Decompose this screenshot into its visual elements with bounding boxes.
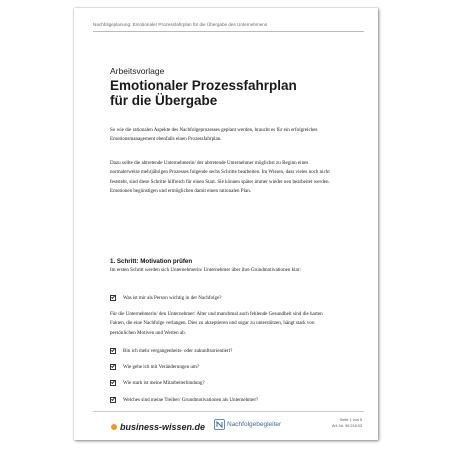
section-heading: 1. Schritt: Motivation prüfen xyxy=(110,258,193,265)
document-title xyxy=(110,78,350,108)
nachfolgebegleiter-logo xyxy=(214,419,281,430)
checklist-item: Wie gehe ich mit Veränderungen um? xyxy=(110,364,199,370)
checkbox-icon xyxy=(110,348,116,354)
header-divider xyxy=(93,31,364,32)
checklist-item: Bin ich mehr vergangenheits- oder zukunftsorientiert? xyxy=(110,348,232,354)
checkbox-icon xyxy=(110,364,116,370)
document-type-label: Arbeitsvorlage xyxy=(110,66,165,76)
running-header: Nachfolgeplanung: Emotionaler Prozessfahrplan für die Übergabe des Unternehmens xyxy=(93,22,268,27)
section-lead: Im ersten Schritt werden sich Unternehmerin/ Unternehmer über ihre Grundmotivationen klar: xyxy=(110,267,301,273)
intro-paragraph-1: So wie die rationalen Aspekte des Nachfolgeprozesses geplant werden, braucht es für ein erfolgreiches Emotionsmanagement ebenfalls einen Prozessfahrplan. xyxy=(110,127,318,143)
checklist-item: Was ist mir als Person wichtig in der Nachfolge? xyxy=(110,295,222,301)
page-info xyxy=(332,417,362,429)
footer-divider xyxy=(93,411,364,412)
nachfolgebegleiter-mark-icon xyxy=(214,419,225,430)
business-wissen-logo xyxy=(111,422,205,432)
checkbox-icon xyxy=(110,397,116,403)
orange-dot-icon xyxy=(111,424,117,430)
section-paragraph: Für die Unternehmerin/ den Unternehmer: Alter und manchmal auch fehlende Gesundheit sind die harten Fakten, die eine Nachfolge verlangen. Dies zu akzeptieren und sogar zu unterstützen, hängt stark von persönlichen Motiven und Werten ab. xyxy=(110,311,323,336)
checkbox-icon xyxy=(110,295,116,301)
checklist-item: Welches sind meine Treiber/ Grundmotivationen als Unternehmer? xyxy=(110,397,258,403)
checkbox-icon xyxy=(110,380,116,386)
article-number: Art.-Nr. 99.218.03 xyxy=(332,424,362,428)
business-wissen-wordmark: business-wissen.de xyxy=(120,422,206,432)
intro-paragraph-2: Dazu sollte die abtretende Unternehmerin/ der abtretende Unternehmer möglichst zu Beginn eines normalerweise mehrjährigen Prozesses folgende sechs Schritte bearbeiten. Im Wissen, dass vieles noch nicht feststeht, sind diese Schritte hilfreich für einen Start. Sie können später immer wieder neu bearbeitet werden. Emotionen begünstigen und ermöglichen damit einen rationalen Plan. xyxy=(110,160,330,195)
title-line-1: Emotionaler Prozessfahrplan xyxy=(110,78,297,93)
page-number: Seite 1 von 5 xyxy=(339,418,362,422)
title-line-2: für die Übergabe xyxy=(110,93,218,108)
checklist-item: Wie stark ist meine Mitarbeiterbindung? xyxy=(110,380,205,386)
document-page xyxy=(74,8,378,440)
nachfolgebegleiter-wordmark: Nachfolgebegleiter xyxy=(227,421,282,428)
